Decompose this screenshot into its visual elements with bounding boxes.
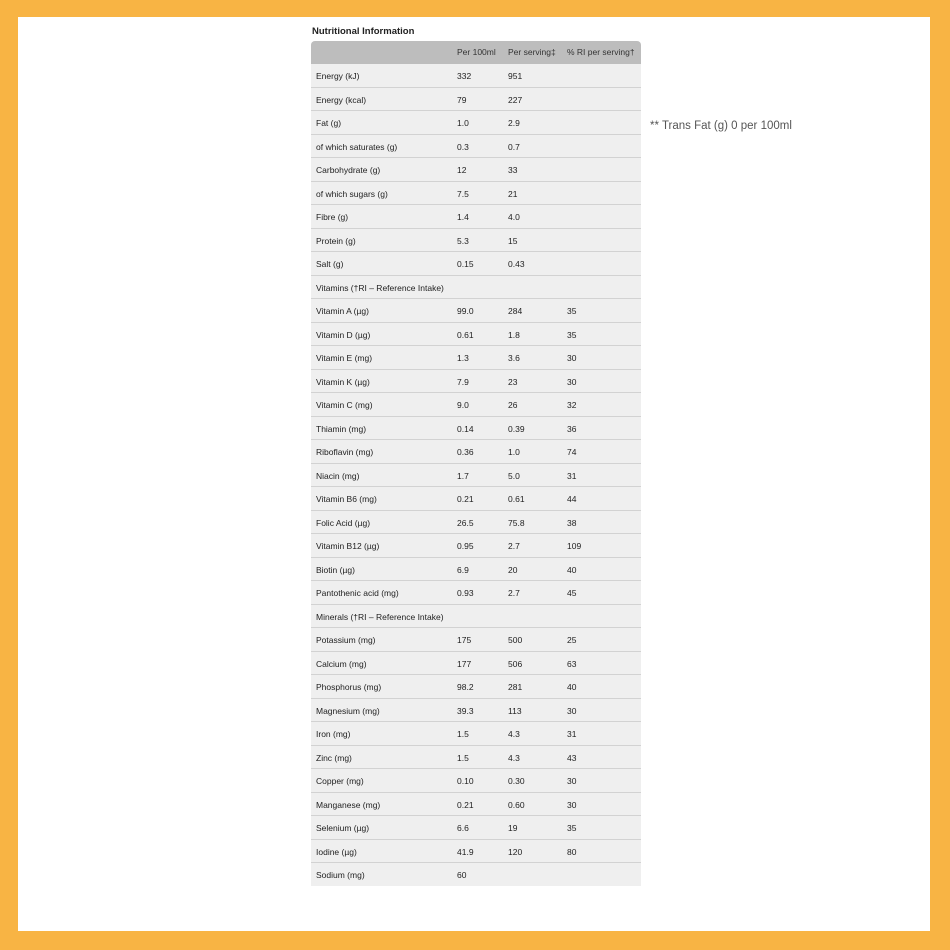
per-100ml-value: 0.14 <box>457 423 474 434</box>
per-100ml-value: 0.95 <box>457 541 474 551</box>
per-serving-value: 33 <box>508 165 518 175</box>
header-ri-per-serving: % RI per serving† <box>567 47 635 57</box>
per-serving-value: 506 <box>508 658 523 669</box>
per-serving-value: 26 <box>508 400 518 410</box>
nutrient-name: Niacin (mg) <box>316 470 360 481</box>
per-100ml-value: 99.0 <box>457 306 474 316</box>
per-serving-value: 1.8 <box>508 329 520 340</box>
nutrient-name: Vitamin A (µg) <box>316 306 369 316</box>
table-row <box>311 229 641 253</box>
per-serving-value: 284 <box>508 306 523 316</box>
table-row <box>311 323 641 347</box>
ri-percent-value: 40 <box>567 564 577 575</box>
ri-percent-value: 30 <box>567 799 577 810</box>
nutrient-name: Biotin (µg) <box>316 564 355 575</box>
per-100ml-value: 26.5 <box>457 517 474 528</box>
nutrient-name: Sodium (mg) <box>316 870 365 880</box>
per-100ml-value: 0.10 <box>457 776 474 786</box>
per-serving-value: 5.0 <box>508 470 520 481</box>
table-row <box>311 699 641 723</box>
per-serving-value: 2.7 <box>508 541 520 551</box>
per-100ml-value: 1.5 <box>457 752 469 763</box>
nutrition-table <box>311 41 641 886</box>
per-serving-value: 1.0 <box>508 447 520 457</box>
per-100ml-value: 6.6 <box>457 823 469 833</box>
table-row <box>311 675 641 699</box>
table-row <box>311 88 641 112</box>
per-100ml-value: 41.9 <box>457 846 474 857</box>
nutrient-name: Selenium (µg) <box>316 823 370 833</box>
per-serving-value: 0.43 <box>508 259 525 269</box>
per-100ml-value: 5.3 <box>457 235 469 246</box>
ri-percent-value: 44 <box>567 494 577 504</box>
nutrient-name: of which saturates (g) <box>316 141 398 152</box>
per-serving-value: 120 <box>508 846 523 857</box>
per-serving-value: 4.0 <box>508 212 520 222</box>
per-100ml-value: 6.9 <box>457 564 469 575</box>
per-100ml-value: 332 <box>457 71 472 81</box>
per-serving-value: 0.7 <box>508 141 520 152</box>
page-frame <box>18 17 930 931</box>
per-serving-value: 4.3 <box>508 729 520 739</box>
per-serving-value: 227 <box>508 94 523 105</box>
ri-percent-value: 36 <box>567 423 577 434</box>
per-serving-value: 0.39 <box>508 423 525 434</box>
nutrient-name: Protein (g) <box>316 235 356 246</box>
per-serving-value: 113 <box>508 705 522 716</box>
table-row <box>311 393 641 417</box>
ri-percent-value: 32 <box>567 400 577 410</box>
nutrient-name: Zinc (mg) <box>316 752 352 763</box>
ri-percent-value: 30 <box>567 376 577 387</box>
ri-percent-value: 38 <box>567 517 577 528</box>
nutrient-name: Fat (g) <box>316 118 342 128</box>
table-row <box>311 605 641 629</box>
per-100ml-value: 60 <box>457 870 467 880</box>
nutrient-name: Folic Acid (µg) <box>316 517 371 528</box>
table-row <box>311 769 641 793</box>
table-row <box>311 464 641 488</box>
nutrient-name: Potassium (mg) <box>316 635 376 645</box>
per-100ml-value: 1.7 <box>457 470 469 481</box>
per-100ml-value: 0.93 <box>457 588 474 598</box>
per-100ml-value: 1.3 <box>457 353 469 363</box>
nutrient-name: Salt (g) <box>316 259 344 269</box>
trans-fat-note: ** Trans Fat (g) 0 per 100ml <box>650 120 792 132</box>
per-serving-value: 0.61 <box>508 494 525 504</box>
table-row <box>311 793 641 817</box>
ri-percent-value: 74 <box>567 447 577 457</box>
per-100ml-value: 39.3 <box>457 705 474 716</box>
per-serving-value: 20 <box>508 564 518 575</box>
nutrient-name: of which sugars (g) <box>316 188 388 199</box>
nutrient-name: Fibre (g) <box>316 212 349 222</box>
per-100ml-value: 1.0 <box>457 118 469 128</box>
per-100ml-value: 0.21 <box>457 494 474 504</box>
table-row <box>311 840 641 864</box>
table-row <box>311 370 641 394</box>
per-serving-value: 4.3 <box>508 752 520 763</box>
table-row <box>311 158 641 182</box>
table-row <box>311 252 641 276</box>
nutrient-name: Minerals (†RI – Reference Intake) <box>316 611 444 622</box>
table-row <box>311 64 641 88</box>
table-row <box>311 652 641 676</box>
table-row <box>311 111 641 135</box>
table-header <box>311 41 641 64</box>
ri-percent-value: 25 <box>567 635 577 645</box>
nutrient-name: Magnesium (mg) <box>316 705 380 716</box>
per-100ml-value: 7.9 <box>457 376 469 387</box>
per-100ml-value: 9.0 <box>457 400 469 410</box>
per-serving-value: 15 <box>508 235 518 246</box>
ri-percent-value: 30 <box>567 776 577 786</box>
ri-percent-value: 31 <box>567 729 577 739</box>
table-row <box>311 746 641 770</box>
table-row <box>311 205 641 229</box>
per-serving-value: 2.7 <box>508 588 520 598</box>
per-serving-value: 2.9 <box>508 118 520 128</box>
per-100ml-value: 0.21 <box>457 799 474 810</box>
per-100ml-value: 1.4 <box>457 212 469 222</box>
ri-percent-value: 43 <box>567 752 577 763</box>
ri-percent-value: 63 <box>567 658 577 669</box>
nutrient-name: Vitamin K (µg) <box>316 376 370 387</box>
per-serving-value: 3.6 <box>508 353 520 363</box>
nutrient-name: Vitamin B6 (mg) <box>316 494 377 504</box>
per-serving-value: 19 <box>508 823 518 833</box>
nutrient-name: Carbohydrate (g) <box>316 165 381 175</box>
nutrient-name: Vitamin B12 (µg) <box>316 541 380 551</box>
table-row <box>311 299 641 323</box>
table-row <box>311 440 641 464</box>
per-100ml-value: 12 <box>457 165 467 175</box>
table-row <box>311 511 641 535</box>
table-row <box>311 628 641 652</box>
nutrient-name: Calcium (mg) <box>316 658 367 669</box>
table-row <box>311 722 641 746</box>
header-per-100ml: Per 100ml <box>457 47 496 57</box>
ri-percent-value: 40 <box>567 682 577 692</box>
per-serving-value: 23 <box>508 376 518 387</box>
per-100ml-value: 0.61 <box>457 329 474 340</box>
per-100ml-value: 1.5 <box>457 729 469 739</box>
table-row <box>311 276 641 300</box>
per-serving-value: 0.60 <box>508 799 525 810</box>
table-row <box>311 863 641 886</box>
nutrient-name: Copper (mg) <box>316 776 364 786</box>
nutrient-name: Iodine (µg) <box>316 846 357 857</box>
table-row <box>311 816 641 840</box>
nutrient-name: Pantothenic acid (mg) <box>316 588 399 598</box>
per-100ml-value: 0.36 <box>457 447 474 457</box>
table-row <box>311 135 641 159</box>
table-row <box>311 346 641 370</box>
per-100ml-value: 0.15 <box>457 259 474 269</box>
nutrient-name: Vitamins (†RI – Reference Intake) <box>316 282 444 293</box>
per-serving-value: 951 <box>508 71 523 81</box>
ri-percent-value: 31 <box>567 470 577 481</box>
table-row <box>311 182 641 206</box>
table-row <box>311 534 641 558</box>
nutrient-name: Energy (kJ) <box>316 71 360 81</box>
nutrient-name: Energy (kcal) <box>316 94 367 105</box>
table-row <box>311 417 641 441</box>
ri-percent-value: 30 <box>567 705 577 716</box>
per-serving-value: 0.30 <box>508 776 525 786</box>
table-row <box>311 487 641 511</box>
ri-percent-value: 109 <box>567 541 582 551</box>
ri-percent-value: 35 <box>567 823 577 833</box>
nutrient-name: Phosphorus (mg) <box>316 682 382 692</box>
per-serving-value: 75.8 <box>508 517 525 528</box>
per-serving-value: 500 <box>508 635 523 645</box>
per-100ml-value: 0.3 <box>457 141 469 152</box>
ri-percent-value: 35 <box>567 329 577 340</box>
table-title: Nutritional Information <box>312 26 415 37</box>
nutrient-name: Vitamin D (µg) <box>316 329 371 340</box>
ri-percent-value: 80 <box>567 846 577 857</box>
nutrient-name: Vitamin E (mg) <box>316 353 373 363</box>
nutrient-name: Manganese (mg) <box>316 799 381 810</box>
nutrient-name: Thiamin (mg) <box>316 423 367 434</box>
nutrient-name: Riboflavin (mg) <box>316 447 374 457</box>
per-100ml-value: 177 <box>457 658 472 669</box>
per-100ml-value: 79 <box>457 94 467 105</box>
ri-percent-value: 35 <box>567 306 577 316</box>
per-serving-value: 21 <box>508 188 518 199</box>
ri-percent-value: 45 <box>567 588 577 598</box>
nutrient-name: Vitamin C (mg) <box>316 400 373 410</box>
table-row <box>311 558 641 582</box>
ri-percent-value: 30 <box>567 353 577 363</box>
per-100ml-value: 98.2 <box>457 682 474 692</box>
header-per-serving: Per serving‡ <box>508 47 556 57</box>
table-row <box>311 581 641 605</box>
per-100ml-value: 7.5 <box>457 188 469 199</box>
per-100ml-value: 175 <box>457 635 472 645</box>
nutrient-name: Iron (mg) <box>316 729 351 739</box>
per-serving-value: 281 <box>508 682 523 692</box>
